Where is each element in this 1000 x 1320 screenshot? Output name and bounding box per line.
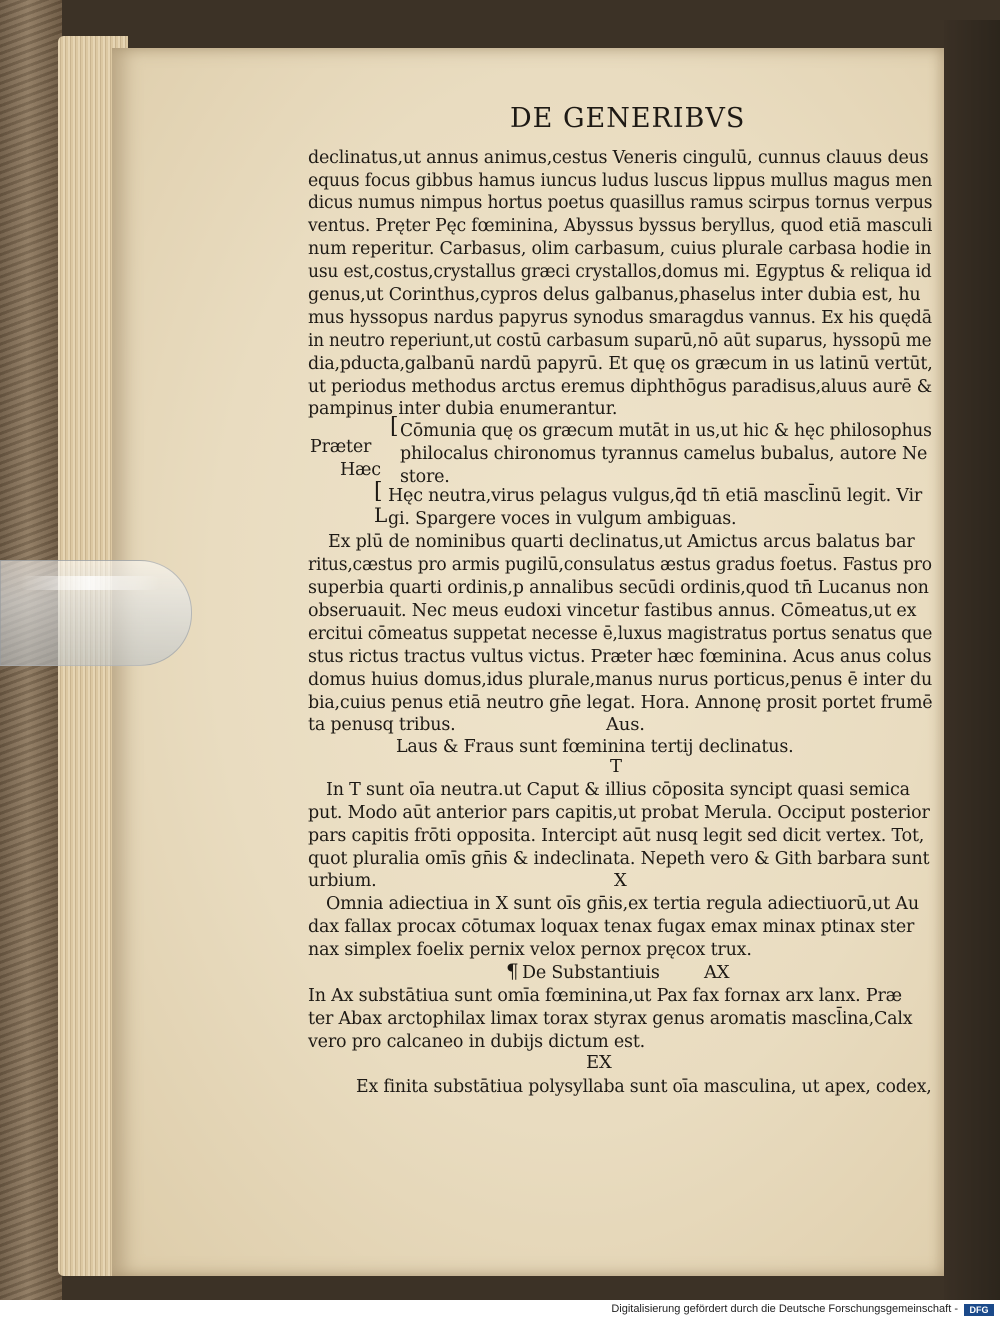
- text-line: nax simplex foelix pernix velox pernox pręcox trux.: [308, 940, 752, 960]
- text-line: dicus numus nimpus hortus poetus quasillus ramus scirpus tornus verpus: [308, 193, 933, 213]
- text-line: In Ax substātiua sunt omīa fœminina,ut Pax fax fornax arx lanx. Præ: [308, 986, 902, 1006]
- text-line: ritus,cæstus pro armis pugilū,consulatus æstus gradus foetus. Fastus pro: [308, 555, 932, 575]
- praeter-line: Cōmunia quę os græcum mutāt in us,ut hic & hęc philosophus: [400, 421, 932, 441]
- text-line: domus huius domus,idus plurale,manus nurus porticus,penus ē inter du: [308, 670, 933, 690]
- text-line: ut periodus methodus arctus eremus diphthōgus paradisus,aluus aurē &: [308, 377, 932, 397]
- praeter-line: store.: [400, 467, 450, 487]
- section-heading-ex: EX: [586, 1052, 612, 1073]
- section-heading-t: T: [610, 756, 622, 777]
- text-line: mus hyssopus nardus papyrus synodus smaragdus vannus. Ex his quędā: [308, 308, 932, 328]
- subheading-de-substantiuis: De Substantiuis: [522, 963, 660, 983]
- haec-label: Hæc: [340, 460, 381, 480]
- text-line: vero pro calcaneo in dubijs dictum est.: [308, 1032, 646, 1052]
- text-line: superbia quarti ordinis,p annalibus secūdi ordinis,quod tn̄ Lucanus non: [308, 578, 929, 598]
- bracket-mark: L: [374, 503, 388, 527]
- text-line: put. Modo aūt anterior pars capitis,ut probat Merula. Occiput posterior: [308, 803, 930, 823]
- running-head: DE GENERIBVS: [510, 103, 746, 134]
- text-line: in neutro reperiunt,ut costū carbasum suparū,nō aūt suparus, hyssopū me: [308, 331, 932, 351]
- text-line: Ex plū de nominibus quarti declinatus,ut Amictus arcus balatus bar: [328, 532, 915, 552]
- text-line: obseruauit. Nec meus eudoxi vincetur fastibus annus. Cōmeatus,ut ex: [308, 601, 917, 621]
- text-line: genus,ut Corinthus,cypros delus galbanus,phaselus inter dubia est, hu: [308, 285, 921, 305]
- section-heading-aus: Aus.: [606, 714, 645, 735]
- text-line: pars capitis frōti opposita. Intercipt aūt nusq legit sed dicit vertex. Tot,: [308, 826, 925, 846]
- bracket-mark: [: [374, 479, 383, 504]
- section-heading-ax: AX: [704, 962, 730, 983]
- praeter-line: philocalus chironomus tyrannus camelus bubalus, autore Ne: [400, 444, 928, 464]
- praeter-line: gi. Spargere voces in vulgum ambiguas.: [388, 509, 737, 529]
- section-heading-x: X: [614, 870, 627, 891]
- book-page: [112, 48, 944, 1276]
- text-line: dax fallax procax cōtumax loquax tenax fugax emax minax ptinax ster: [308, 917, 915, 937]
- footer-bar: [0, 1300, 1000, 1320]
- glass-page-holder-shine: [20, 576, 160, 590]
- praeter-line: Hęc neutra,virus pelagus vulgus,q̄d tn̄ etiā mascl̄inū legit. Vir: [388, 486, 923, 506]
- text-line: Omnia adiectiua in X sunt oīs gn̄is,ex tertia regula adiectiuorū,ut Au: [326, 894, 919, 914]
- text-line: In T sunt oīa neutra.ut Caput & illius cōposita syncipt quasi semica: [326, 780, 910, 800]
- text-line: quot pluralia omīs gn̄is & indeclinata. Nepeth vero & Gith barbara sunt: [308, 849, 930, 869]
- text-line: pampinus inter dubia enumerantur.: [308, 399, 618, 419]
- text-line: ter Abax arctophilax limax torax styrax genus aromatis mascl̄ina,Calx: [308, 1009, 913, 1029]
- text-line: ventus. Pręter Pęc fœminina, Abyssus byssus beryllus, quod etiā masculi: [308, 216, 933, 236]
- bracket-mark: [: [390, 414, 399, 439]
- text-line: urbium.: [308, 871, 377, 891]
- text-line: ercitui cōmeatus suppetat necesse ē,luxus magistratus portus senatus que: [308, 624, 933, 644]
- footer-credit: Digitalisierung gefördert durch die Deutsche Forschungsgemeinschaft -: [611, 1303, 958, 1315]
- text-line: stus rictus tractus vultus victus. Præter hæc fœminina. Acus anus colus: [308, 647, 932, 667]
- text-line: Laus & Fraus sunt fœminina tertij declinatus.: [396, 737, 794, 757]
- text-line: Ex finita substātiua polysyllaba sunt oīa masculina, ut apex, codex,: [356, 1077, 932, 1097]
- text-line: declinatus,ut annus animus,cestus Veneris cingulū, cunnus clauus deus: [308, 148, 929, 168]
- text-line: equus focus gibbus hamus iuncus ludus luscus lippus mullus magus men: [308, 171, 933, 191]
- text-line: ta penusq tribus.: [308, 715, 456, 735]
- right-binding-edge: [944, 20, 1000, 1300]
- text-line: bia,cuius penus etiā neutro gn̄e legat. Hora. Annonę prosit portet frumē: [308, 693, 933, 713]
- pilcrow-mark: ¶: [506, 959, 519, 983]
- text-line: dia,pducta,galbanū nardū papyrū. Et quę os græcum in us latinū vertūt,: [308, 354, 933, 374]
- text-line: usu est,costus,crystallus græci crystallos,domus mi. Egyptus & reliqua id: [308, 262, 932, 282]
- text-line: num reperitur. Carbasus, olim carbasum, cuius plurale carbasa hodie in: [308, 239, 932, 259]
- praeter-label: Præter: [310, 437, 372, 457]
- dfg-logo: DFG: [964, 1304, 994, 1316]
